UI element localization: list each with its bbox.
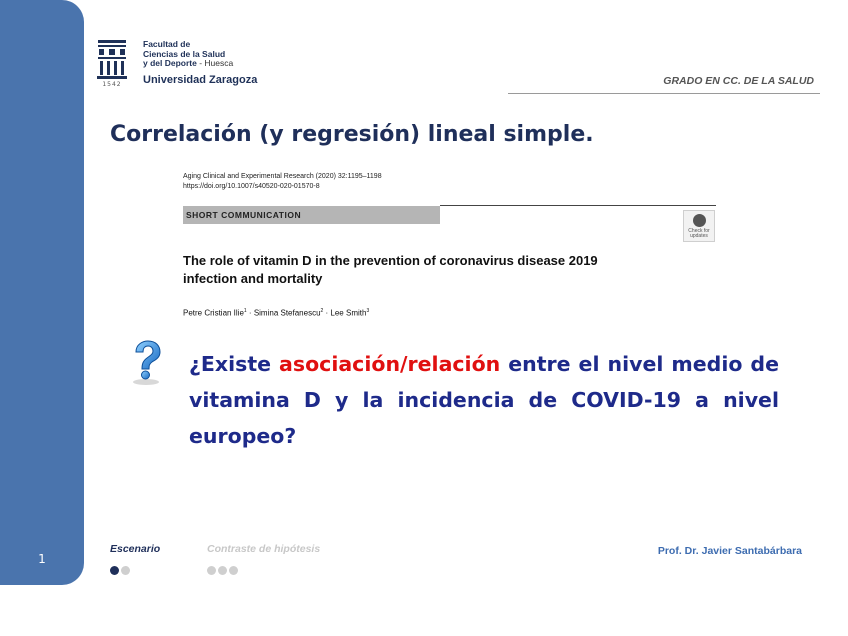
author-2-affiliation: 2 [320,308,324,314]
author-3: Lee Smith [330,308,367,318]
section-label: SHORT COMMUNICATION [183,206,440,224]
author-1: Petre Cristian Ilie [183,308,244,318]
professor-name: Prof. Dr. Javier Santabárbara [657,545,802,557]
escenario-progress-dots [110,560,132,570]
crest-year: 1542 [102,81,122,88]
question-start: ¿Existe [189,352,280,376]
question-highlight: asociación/relación [279,352,501,376]
journal-citation [183,172,382,192]
university-name: Universidad Zaragoza [143,74,258,86]
paper-excerpt [183,172,718,322]
progress-dot [121,566,130,575]
paper-title-line-1: The role of vitamin D in the prevention of coronavirus disease 2019 [183,253,598,268]
slide-number: 1 [38,552,46,566]
progress-dot [229,566,238,575]
progress-dot [218,566,227,575]
faculty-name [143,40,283,69]
faculty-line-3-text: y del Deporte [143,58,197,68]
paper-title [183,252,683,288]
paper-title-line-2: infection and mortality [183,271,323,286]
degree-label: GRADO EN CC. DE LA SALUD [663,75,814,87]
check-for-updates-badge [683,210,715,242]
paper-doi: https://doi.org/10.1007/s40520-020-01570-8 [183,183,320,190]
faculty-line-1: Facultad de [143,39,191,49]
author-2: Simina Stefanescu [253,308,321,318]
author-3-affiliation: 3 [366,308,370,314]
question-end: entre el nivel medio de vitamina D y la incidencia de COVID-19 a nivel europeo? [189,352,780,448]
check-for-updates-icon [693,214,706,227]
slide-title: Correlación (y regresión) lineal simple. [110,122,594,147]
tab-contraste-de-hipotesis[interactable]: Contraste de hipótesis [207,543,321,555]
contraste-progress-dots [207,560,240,570]
progress-dot [207,566,216,575]
university-logo [95,38,285,90]
section-rule [440,205,716,206]
tab-escenario[interactable]: Escenario [110,543,161,555]
faculty-location: - Huesca [196,58,234,68]
research-question [189,346,779,454]
side-bar [0,0,84,585]
header-divider [508,93,820,94]
journal-name: Aging Clinical and Experimental Research (2020) 32:1195–1198 [183,173,382,180]
university-crest-icon [95,38,129,82]
check-for-updates-label: Check for updates [688,228,710,239]
author-1-affiliation: 1 [243,308,247,314]
faculty-line-2: Ciencias de la Salud [143,48,226,59]
author-separator-1: · [246,308,254,318]
faculty-line-3 [143,59,283,69]
paper-authors [183,308,369,318]
progress-dot-active [110,566,119,575]
question-mark-icon [126,340,166,386]
author-separator-2: · [323,308,331,318]
